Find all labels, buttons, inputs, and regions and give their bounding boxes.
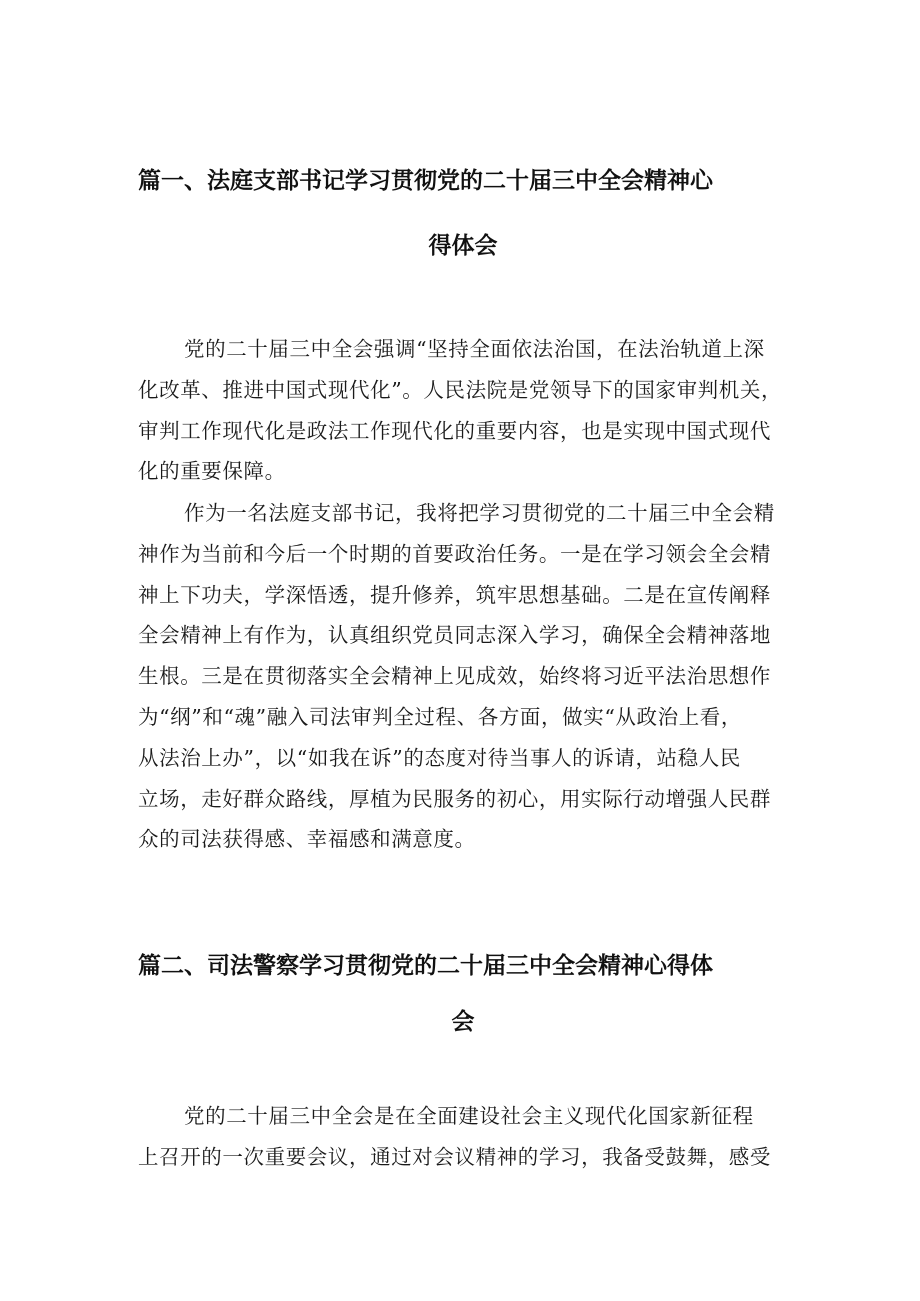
text-line: 化的重要保障。	[138, 459, 286, 484]
section2-paragraph-1	[138, 1096, 798, 1178]
text-line: 审判工作现代化是政法工作现代化的重要内容，也是实现中国式现代	[138, 418, 771, 443]
text-line: 党的二十届三中全会强调“坚持全面依法治国，在法治轨道上深	[184, 337, 765, 361]
text-line: 神作为当前和今后一个时期的首要政治任务。一是在学习领会全会精	[138, 541, 771, 566]
text-line: 作为一名法庭支部书记，我将把学习贯彻党的二十届三中全会精	[184, 501, 775, 525]
section1-paragraph-1	[138, 329, 798, 492]
section1-paragraph-2	[138, 493, 798, 860]
text-line: 党的二十届三中全会是在全面建设社会主义现代化国家新征程	[184, 1104, 754, 1128]
section1-heading-line1: 篇一、法庭支部书记学习贯彻党的二十届三中全会精神心	[138, 168, 713, 194]
text-line: 上召开的一次重要会议，通过对会议精神的学习，我备受鼓舞，感受	[138, 1144, 771, 1169]
text-line: 神上下功夫，学深悟透，提升修养，筑牢思想基础。二是在宣传阐释	[138, 582, 771, 607]
text-line: 全会精神上有作为，认真组织党员同志深入学习，确保全会精神落地	[138, 623, 771, 648]
text-line: 从法治上办”，以“如我在诉”的态度对待当事人的诉请，站稳人民	[138, 745, 741, 770]
text-line: 生根。三是在贯彻落实全会精神上见成效，始终将习近平法治思想作	[138, 664, 771, 689]
section2-heading-line2: 会	[451, 1009, 475, 1035]
text-line: 众的司法获得感、幸福感和满意度。	[138, 827, 476, 852]
text-line: 化改革、推进中国式现代化”。人民法院是党领导下的国家审判机关，	[138, 377, 783, 402]
text-line: 立场，走好群众路线，厚植为民服务的初心，用实际行动增强人民群	[138, 786, 771, 811]
section1-heading-line2: 得体会	[428, 233, 498, 259]
section2-heading-line1: 篇二、司法警察学习贯彻党的二十届三中全会精神心得体	[138, 953, 713, 979]
text-line: 为“纲”和“魂”融入司法审判全过程、各方面，做实“从政治上看，	[138, 704, 742, 729]
